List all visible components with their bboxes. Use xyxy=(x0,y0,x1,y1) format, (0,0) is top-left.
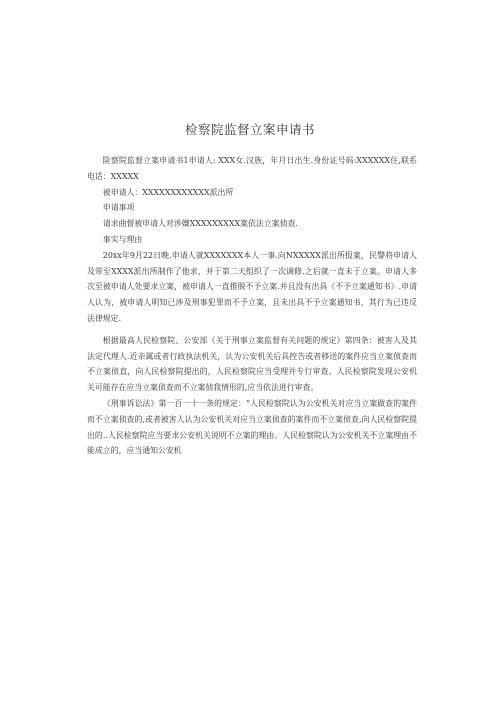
document-title: 检察院监督立案申请书 xyxy=(184,122,315,137)
paragraph-legal-basis: 根据最高人民检察院、公安部《关于刑事立案监督有关问题的规定》第四条：被害人及其法定代理人.近亲属或者行政执法机关，认为公安机关后具控告或者移送的案件应当立案侦查而不立案侦直，向人民检察院提出的，人民检察院应当受理并专行审查。人民检察院发现公安机关可能存在应当立案侦查而不立案侦我情形的,应当依法进行审查。 xyxy=(87,335,417,393)
paragraph-facts: 20xx年9月22日晚.申请人就XXXXXXX本人一事.向NXXXXX派出所报案，民警将申请人及带至XXXX派出所制作了他求，并于第二天组织了一次调修.之后就一直未于立案。申请人多次至被申请人处要求立案，被申请人一直推脱不予立案.并且没有出具《不予立案通知书》.申请人认为，被申请人明知已涉及刑事犯罪而不予立案，且未出具不予立案通知书，其行为已违反法律规定. xyxy=(87,250,417,323)
paragraph-criminal-procedure-law: 《刑事诉讼法》第一百一十一条的规定：“人民检察院认为公安机关对应当立案做查的案件而不立案侦查的,或者被害人认为公安机关对应当立案侦查的案件而不立案侦查,向人民检察院提出的..人民检察院应当要求公安机关说明不立案的理由。人民检察院认为公安机关不立案理由不能成立的，应当通知公安机 xyxy=(87,398,417,456)
paragraph-respondent: 被申请人：XXXXXXXXXXXX派出所 xyxy=(102,187,234,197)
document-body xyxy=(87,153,417,459)
heading-request-items: 申请事项 xyxy=(102,203,135,213)
paragraph-request: 请求曲督被申请人对涉嫌XXXXXXXXX案依法立案侦查. xyxy=(102,219,298,229)
paragraph-applicant-info: 险察院监督立案申请书1申请人: XXX女.汉族，年月日出生.身份证号码:XXXXXX住,联系电话：XXXXX xyxy=(87,156,417,181)
heading-facts-reasons: 事实与理由 xyxy=(102,234,143,244)
